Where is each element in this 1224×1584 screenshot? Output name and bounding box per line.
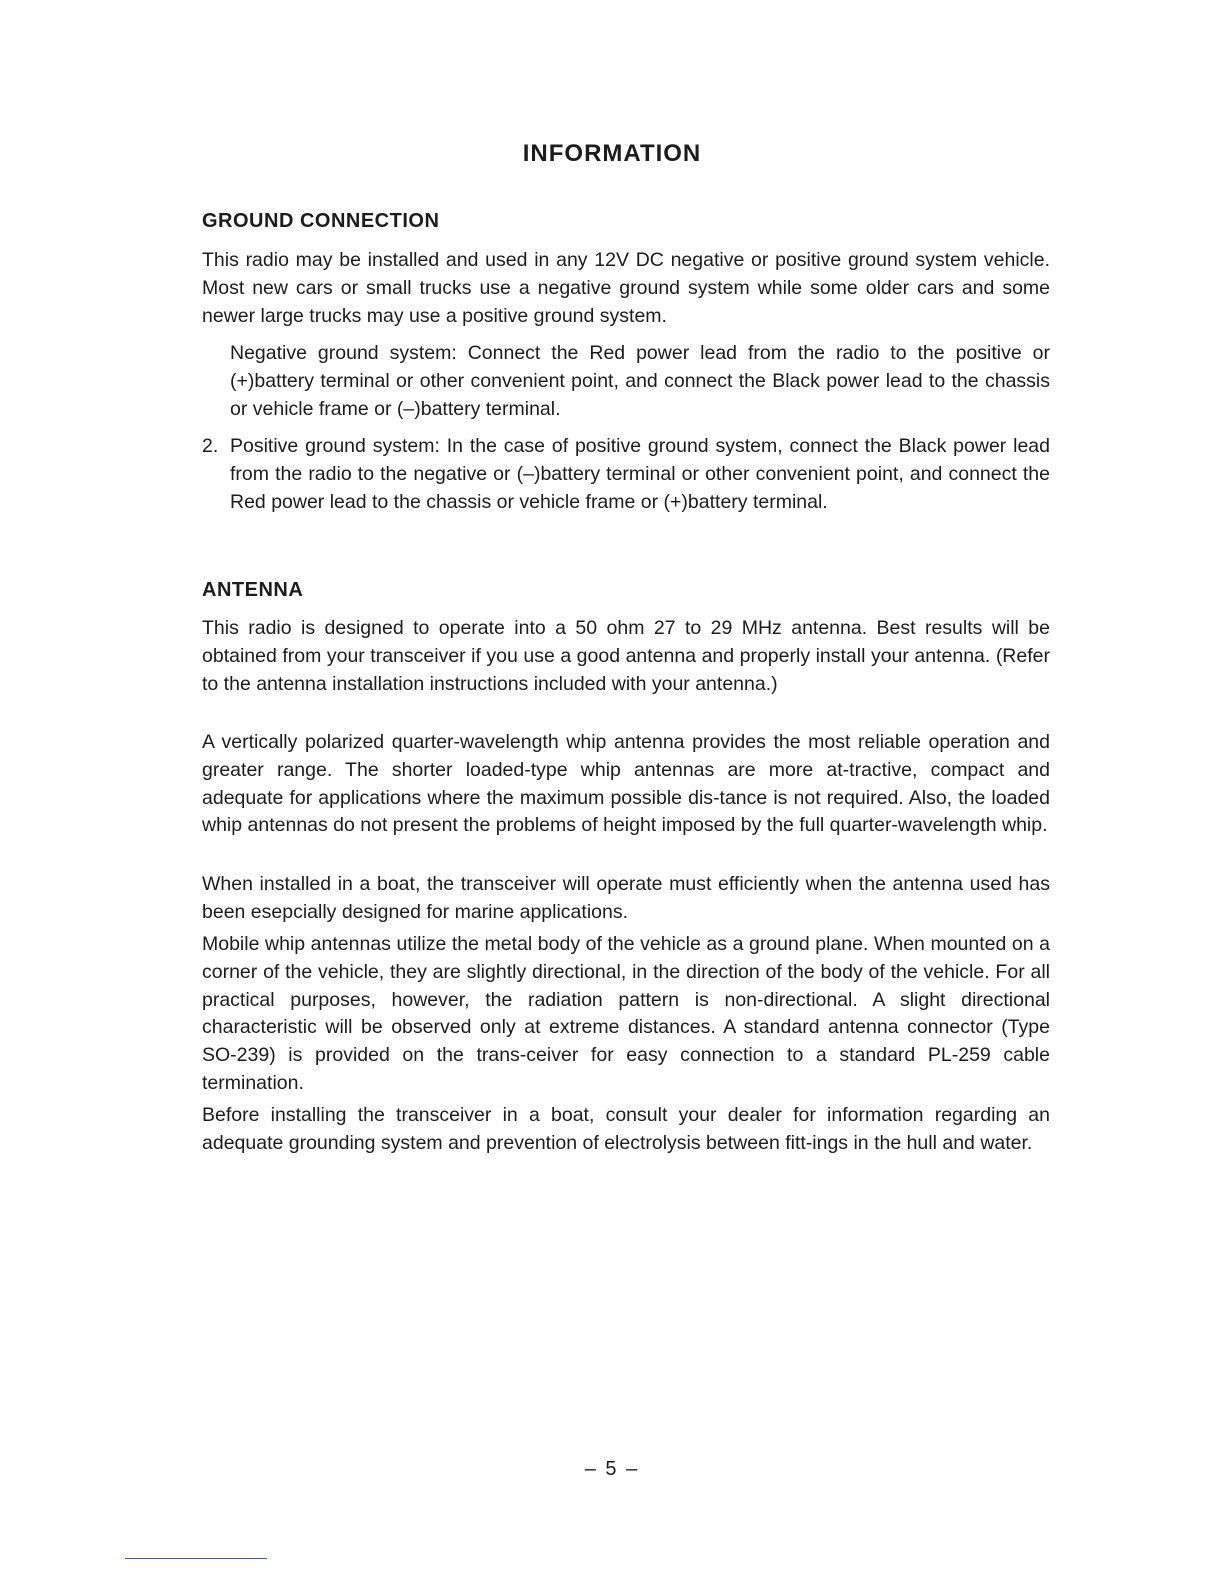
page-title: INFORMATION [522, 140, 702, 167]
list-item [202, 433, 1050, 516]
antenna-paragraph: Before installing the transceiver in a boat, consult your dealer for information regarding an adequate grounding system and prevention of electrolysis between fitt-ings in the hull and water. [202, 1104, 1050, 1154]
list-item-number: 2. [202, 435, 219, 457]
ground-connection-heading: GROUND CONNECTION [202, 210, 440, 232]
edge-line [125, 1558, 267, 1559]
page-number: – 5 – [584, 1458, 640, 1480]
antenna-paragraph: When installed in a boat, the transceiver will operate must efficiently when the antenna used has been esepcially designed for marine applications. [202, 873, 1050, 923]
antenna-paragraph: Mobile whip antennas utilize the metal body of the vehicle as a ground plane. When mounted on a corner of the vehicle, they are slightly directional, in the direction of the body of the vehicle. For all practical purposes, however, the radiation pattern is non-directional. A slight directional characteristic will be observed only at extreme distances. A standard antenna connector (Type SO-239) is provided on the trans-ceiver for easy connection to a standard PL-259 cable termination. [202, 933, 1050, 1094]
antenna-heading: ANTENNA [202, 579, 304, 601]
list-item-text: Positive ground system: In the case of positive ground system, connect the Black power lead from the radio to the negative or (–)battery terminal or other convenient point, and connect the Red power lead to the chassis or vehicle frame or (+)battery terminal. [230, 435, 1050, 513]
antenna-paragraph: This radio is designed to operate into a 50 ohm 27 to 29 MHz antenna. Best results will be obtained from your transceiver if you use a good antenna and properly install your antenna. (Refer to the antenna installation instructions included with your antenna.) [202, 617, 1050, 695]
list-item-text: Negative ground system: Connect the Red power lead from the radio to the positive or (+)battery terminal or other convenient point, and connect the Black power lead to the chassis or vehicle frame or (–)battery terminal. [230, 342, 1050, 420]
antenna-paragraph: A vertically polarized quarter-wavelength whip antenna provides the most reliable operation and greater range. The shorter loaded-type whip antennas are more at-tractive, compact and adequate for applications where the maximum possible dis-tance is not required. Also, the loaded whip antennas do not present the problems of height imposed by the full quarter-wavelength whip. [202, 731, 1050, 837]
ground-connection-intro: This radio may be installed and used in any 12V DC negative or positive ground system vehicle. Most new cars or small trucks use a negative ground system while some older cars and some newer large trucks may use a positive ground system. [202, 249, 1050, 327]
list-item [202, 340, 1050, 423]
